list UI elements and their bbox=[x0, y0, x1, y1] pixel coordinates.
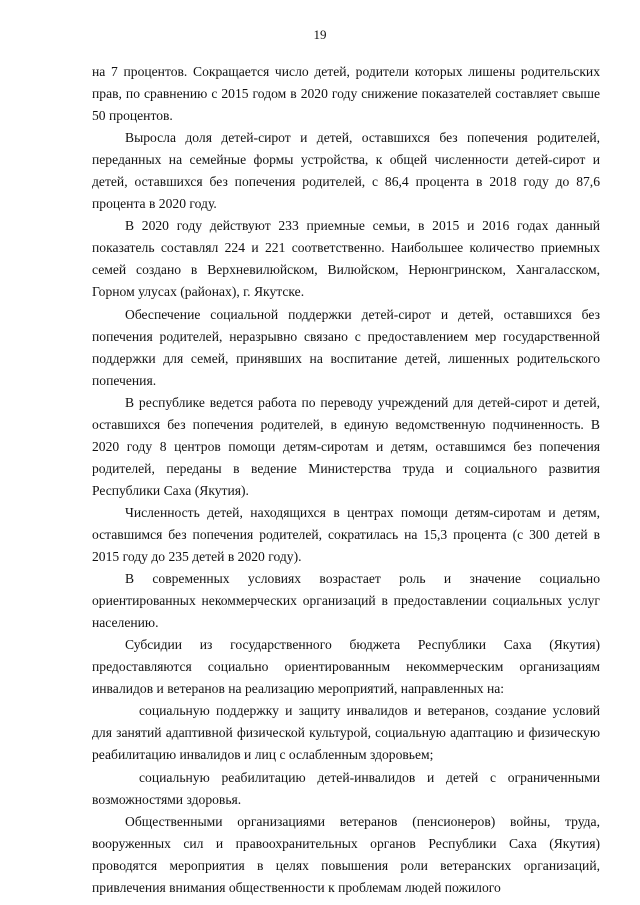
paragraph-family-placement-share: Выросла доля детей-сирот и детей, оставшихся без попечения родителей, переданных на семейные формы устройства, к общей численности детей-сирот и детей, оставшихся без попечения родителей, с 86,4 процента в 2018 году до 87,6 процента в 2020 году. bbox=[92, 130, 600, 212]
list-item-disabled-support: социальную поддержку и защиту инвалидов и ветеранов, создание условий для занятий адаптивной физической культурой, социальную адаптацию и физическую реабилитацию инвалидов и лиц с ослабленным здоровьем; bbox=[92, 703, 600, 763]
paragraph-social-support: Обеспечение социальной поддержки детей-сирот и детей, оставшихся без попечения родителей, неразрывно связано с предоставлением мер государственной поддержки для семей, принявших на воспитание детей, лишенных родительского попечения. bbox=[92, 306, 600, 388]
paragraph-foster-families: В 2020 году действуют 233 приемные семьи, в 2015 и 2016 годах данный показатель составлял 224 и 221 соответственно. Наибольшее количество приемных семей создано в Верхневилюйском, Вилюйском, Нерюнгринском, Хангаласском, Горном улусах (районах), г. Якутске. bbox=[92, 218, 600, 300]
paragraph-veteran-organizations: Общественными организациями ветеранов (пенсионеров) войны, труда, вооруженных сил и правоохранительных органов Республики Саха (Якутия) проводятся мероприятия в целях повышения роли ветеранских организаций, привлечения внимания общественности к проблемам людей пожилого bbox=[92, 813, 600, 895]
paragraph-institution-transfer: В республике ведется работа по переводу учреждений для детей-сирот и детей, оставшихся без попечения родителей, в единую ведомственную подчиненность. В 2020 году 8 центров помощи детям-сиротам и детям, оставшимся без попечения родителей, переданы в ведение Министерства труда и социального развития Республики Саха (Якутия). bbox=[92, 394, 600, 498]
paragraph-subsidies: Субсидии из государственного бюджета Республики Саха (Якутия) предоставляются социально ориентированным некоммерческим организациям инвалидов и ветеранов на реализацию мероприятий, направленных на: bbox=[92, 637, 600, 697]
paragraph-children-in-centers: Численность детей, находящихся в центрах помощи детям-сиротам и детям, оставшимся без попечения родителей, сократилась на 15,3 процента (с 300 детей в 2015 году до 235 детей в 2020 году). bbox=[92, 504, 600, 565]
paragraph-parental-rights: на 7 процентов. Сокращается число детей, родители которых лишены родительских прав, по сравнению с 2015 годом в 2020 году снижение показателей составляет свыше 50 процентов. bbox=[92, 64, 600, 124]
paragraph-nonprofit-role: В современных условиях возрастает роль и значение социально ориентированных некоммерческих организаций в предоставлении социальных услуг населению. bbox=[92, 571, 600, 631]
list-item-child-rehabilitation: социальную реабилитацию детей-инвалидов и детей с ограниченными возможностями здоровья. bbox=[92, 769, 600, 807]
body-text bbox=[92, 61, 600, 899]
page-number: 19 bbox=[313, 27, 327, 42]
